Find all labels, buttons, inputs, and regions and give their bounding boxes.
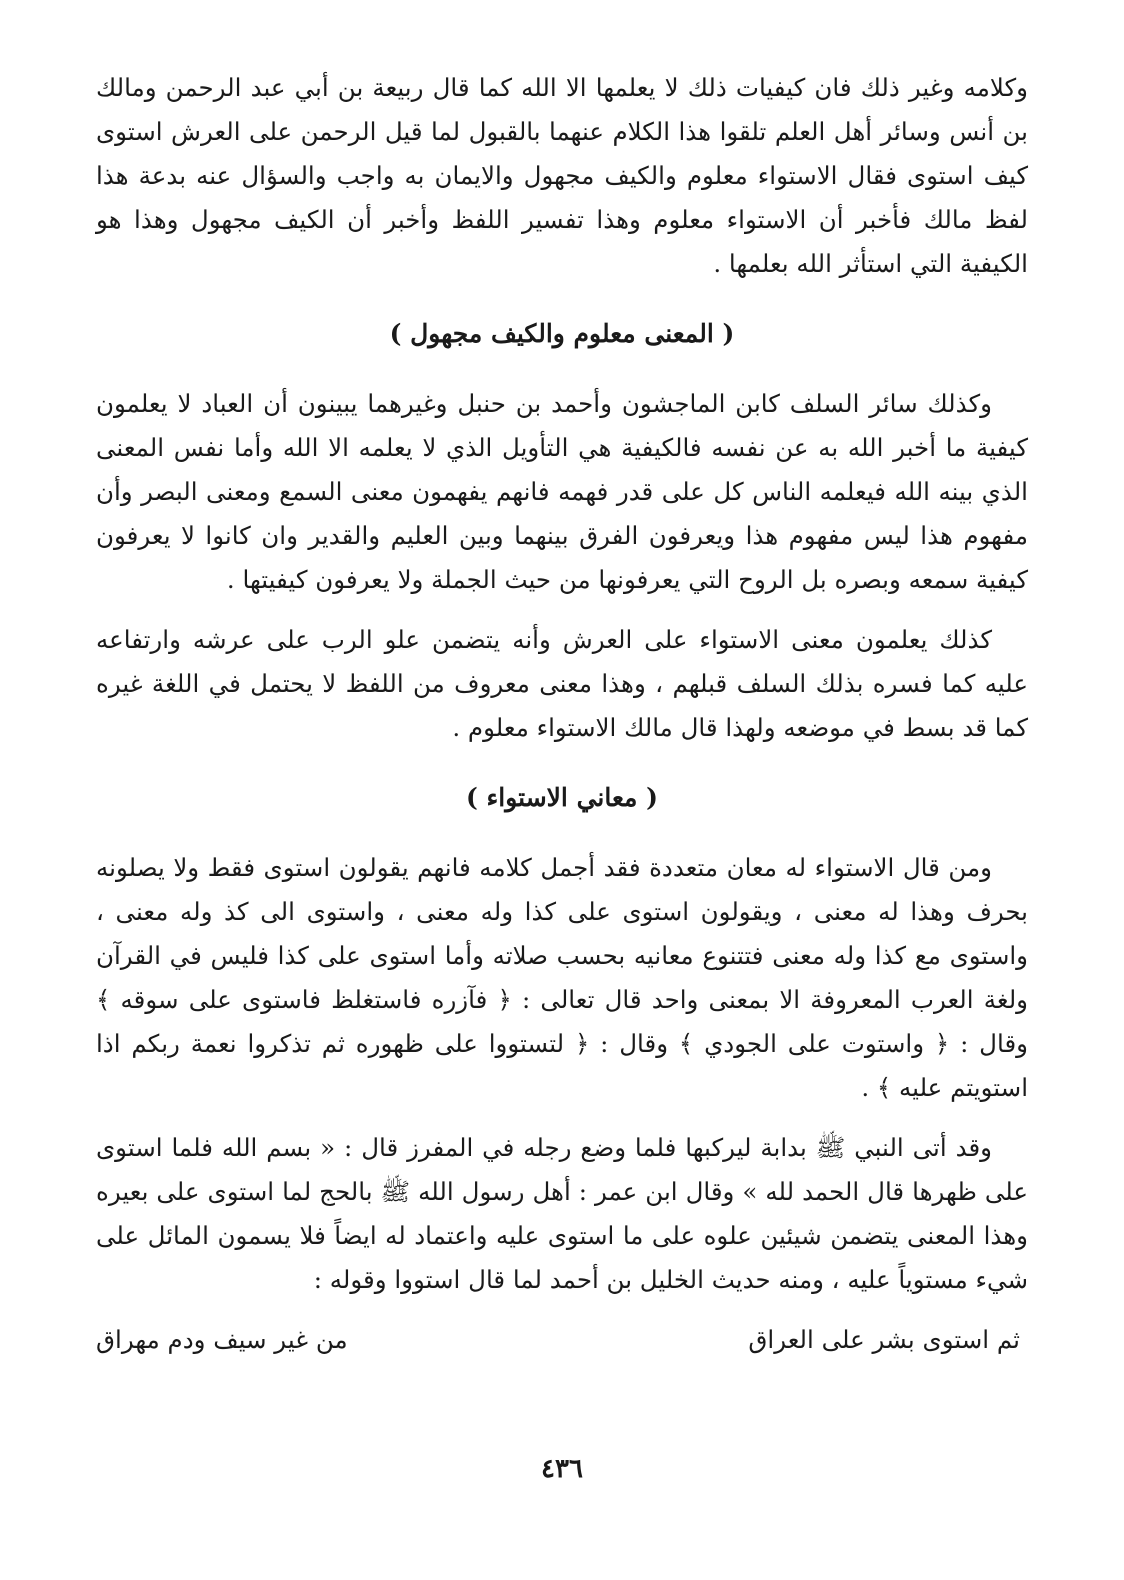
page-number: ٤٣٦ [541,1454,583,1484]
paragraph-5: وقد أتى النبي ﷺ بدابة ليركبها فلما وضع رجله في المفرز قال : « بسم الله فلما استوى على ظهرها قال الحمد لله » وقال ابن عمر : أهل رسول الله ﷺ بالحج لما استوى على بعيره وهذا المعنى يتضمن شيئين علوه على ما استوى عليه واعتماد له ايضاً فلا يسمون المائل على شيء مستوياً عليه ، ومنه حديث الخليل بن أحمد لما قال استووا وقوله : [96,1133,1028,1294]
paragraph-3: كذلك يعلمون معنى الاستواء على العرش وأنه يتضمن علو الرب على عرشه وارتفاعه عليه كما فسره بذلك السلف قبلهم ، وهذا معنى معروف من اللفظ لا يحتمل في اللغة غيره كما قد بسط في موضعه ولهذا قال مالك الاستواء معلوم . [96,625,1028,742]
poetry-verse [96,1318,1028,1362]
verse-first-hemistich: ثم استوى بشر على العراق [748,1325,1020,1354]
paragraph-4: ومن قال الاستواء له معان متعددة فقد أجمل كلامه فانهم يقولون استوى فقط ولا يصلونه بحرف وهذا له معنى ، ويقولون استوى على كذا وله معنى ، واستوى الى كذ وله معنى ، واستوى مع كذا وله معنى فتتنوع معانيه بحسب صلاته وأما استوى على كذا فليس في القرآن ولغة العرب المعروفة الا بمعنى واحد قال تعالى : ﴿ فآزره فاستغلظ فاستوى على سوقه ﴾ وقال : ﴿ واستوت على الجودي ﴾ وقال : ﴿ لتستووا على ظهوره ثم تذكروا نعمة ربكم اذا استويتم عليه ﴾ . [96,853,1028,1102]
section-heading-meaning-known: ( المعنى معلوم والكيف مجهول ) [389,319,735,348]
section-heading-meanings-of-istiwa: ( معاني الاستواء ) [466,783,658,812]
verse-second-hemistich: من غير سيف ودم مهراق [96,1325,348,1354]
paragraph-2: وكذلك سائر السلف كابن الماجشون وأحمد بن حنبل وغيرهما يبينون أن العباد لا يعلمون كيفية ما أخبر الله به عن نفسه فالكيفية هي التأويل الذي لا يعلمه الا الله وأما نفس المعنى الذي بينه الله فيعلمه الناس كل على قدر فهمه فانهم يفهمون معنى السمع ومعنى البصر وأن مفهوم هذا ليس مفهوم هذا ويعرفون الفرق بينهما وبين العليم والقدير وان كانوا لا يعرفون كيفية سمعه وبصره بل الروح التي يعرفونها من حيث الجملة ولا يعرفون كيفيتها . [96,389,1028,594]
page-body [96,66,1028,1362]
paragraph-1: وكلامه وغير ذلك فان كيفيات ذلك لا يعلمها الا الله كما قال ربيعة بن أبي عبد الرحمن ومالك بن أنس وسائر أهل العلم تلقوا هذا الكلام عنهما بالقبول لما قيل الرحمن على العرش استوى كيف استوى فقال الاستواء معلوم والكيف مجهول والايمان به واجب والسؤال عنه بدعة هذا لفظ مالك فأخبر أن الاستواء معلوم وهذا تفسير اللفظ وأخبر أن الكيف مجهول وهذا هو الكيفية التي استأثر الله بعلمها . [96,73,1028,278]
